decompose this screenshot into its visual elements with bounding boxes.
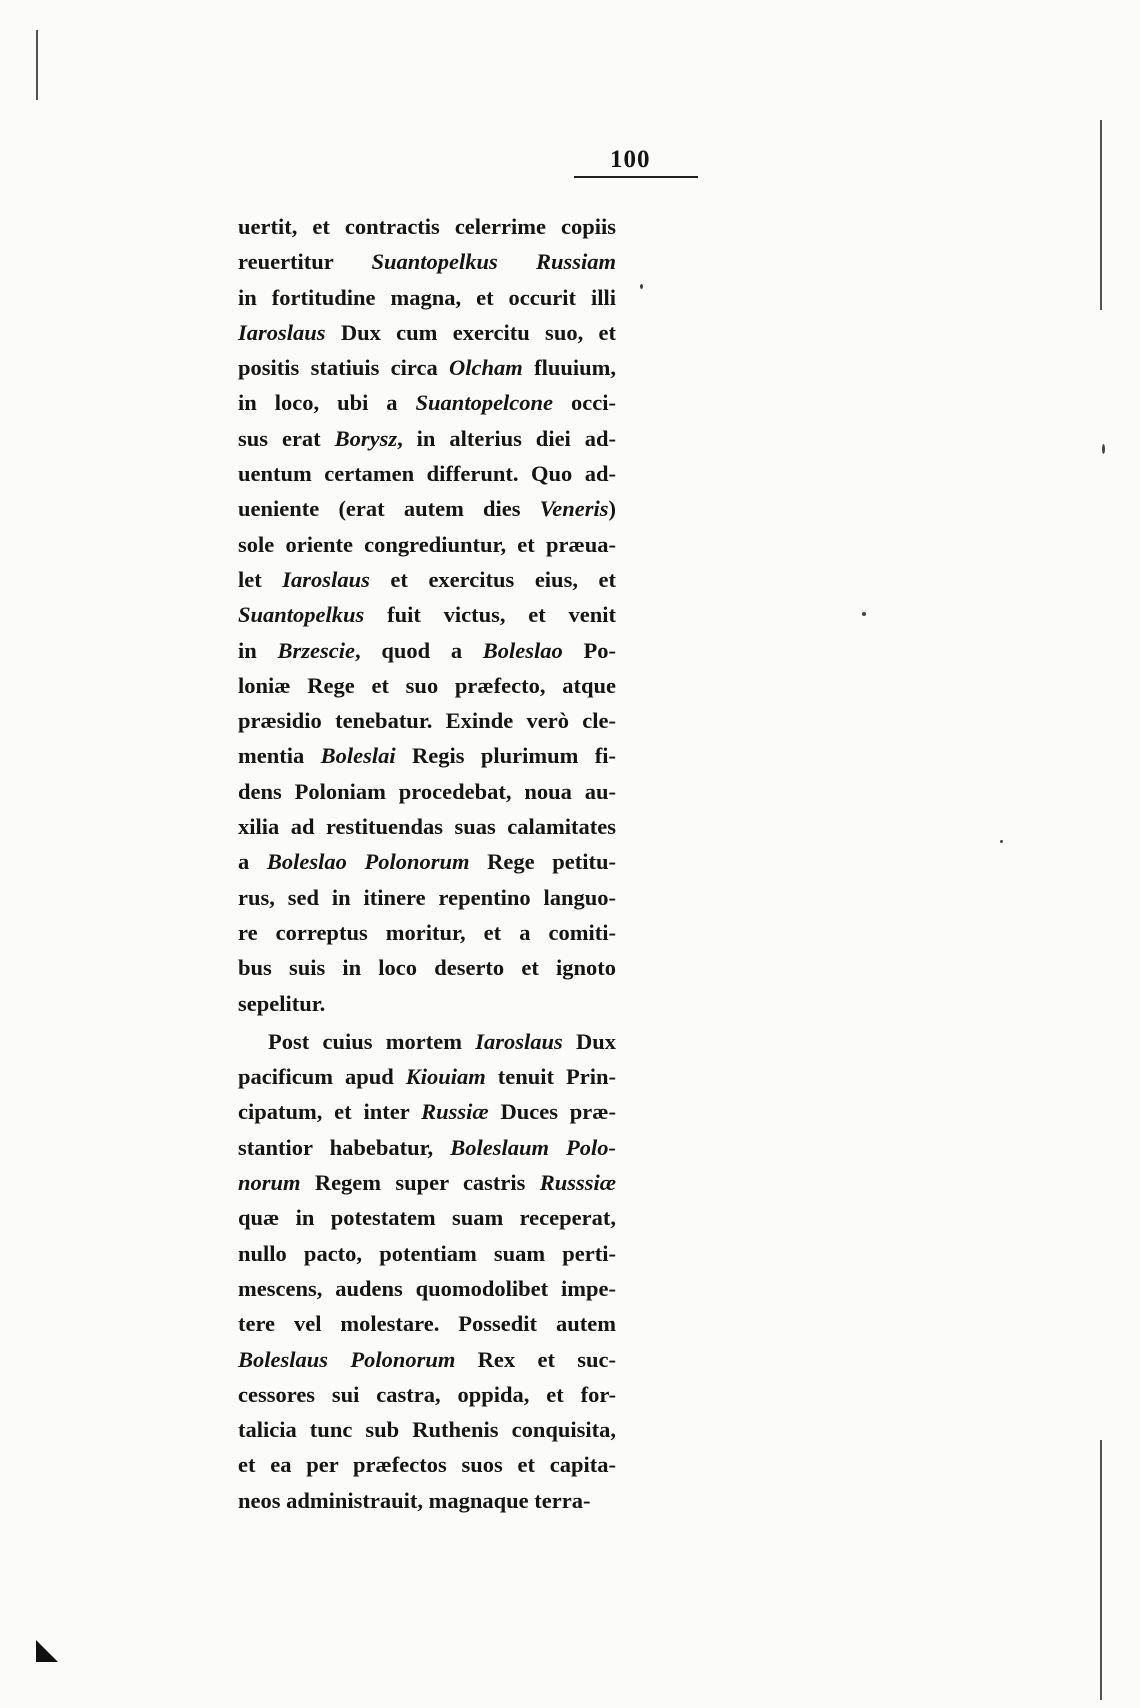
text-segment: neos administrauit, magnaque terra- [238, 1487, 591, 1513]
text-line [238, 1130, 616, 1165]
text-segment: Post cuius mortem [268, 1028, 476, 1054]
right-margin-line [1100, 120, 1102, 310]
text-line [238, 880, 616, 915]
text-segment: uertit, et contractis celerrime copiis [238, 214, 616, 239]
text-line [238, 385, 616, 420]
text-segment: xilia ad restituendas suas calamitates [238, 814, 616, 840]
proper-name: Borysz [334, 425, 398, 451]
scan-speck [1000, 840, 1003, 843]
left-margin-line [36, 30, 38, 100]
text-segment: cessores sui castra, oppida, et for- [238, 1381, 616, 1407]
text-line [238, 1377, 616, 1412]
text-line [238, 280, 616, 315]
text-line [238, 633, 616, 668]
text-line [238, 456, 616, 491]
text-line [238, 703, 616, 738]
corner-mark [36, 1640, 58, 1662]
text-line [238, 1306, 616, 1341]
proper-name: Russiam [535, 249, 616, 275]
text-segment: Rex et suc- [455, 1346, 616, 1372]
text-line [238, 1447, 616, 1482]
text-line [238, 986, 616, 1021]
text-segment: in fortitudine magna, et occurit illi [238, 284, 616, 310]
proper-name: Iaroslaus [475, 1028, 563, 1054]
text-segment: Dux cum exercitu suo, et [325, 319, 616, 345]
proper-name: Suantopelkus [371, 249, 498, 275]
text-line [238, 738, 616, 773]
scan-speck [862, 612, 866, 616]
text-line [238, 915, 616, 950]
text-line [238, 1094, 616, 1129]
text-line [238, 1165, 616, 1200]
text-line [238, 1271, 616, 1306]
text-line [238, 1200, 616, 1235]
text-segment: quæ in potestatem suam receperat, [238, 1205, 616, 1231]
text-segment: ueniente (erat autem dies [238, 496, 540, 522]
proper-name: Boleslao [482, 637, 563, 663]
text-segment: nullo pacto, potentiam suam perti- [238, 1240, 616, 1266]
proper-name: Veneris [539, 496, 609, 522]
text-segment [498, 249, 536, 274]
text-line [238, 1342, 616, 1377]
text-segment: dens Poloniam procedebat, noua au- [238, 778, 616, 804]
text-segment: tere vel molestare. Possedit autem [238, 1311, 616, 1337]
text-segment: ) [608, 496, 616, 522]
text-segment: rus, sed in itinere repentino languo- [238, 884, 616, 910]
text-segment: a [238, 849, 267, 875]
text-line [238, 597, 616, 632]
text-segment: pacificum apud [238, 1064, 406, 1090]
proper-name: norum [238, 1170, 301, 1196]
text-segment: Regis plurimum fi- [395, 743, 616, 769]
text-line [238, 491, 616, 526]
text-segment: loniæ Rege et suo præfecto, atque [238, 672, 616, 698]
text-segment: bus suis in loco deserto et ignoto [238, 955, 616, 981]
body-text [238, 209, 616, 1518]
text-line [238, 350, 616, 385]
text-segment: , in alterius diei ad- [397, 425, 616, 451]
page-number: 100 [610, 146, 651, 173]
text-line [238, 809, 616, 844]
text-line [238, 421, 616, 456]
text-line [238, 1059, 616, 1094]
proper-name: Boleslao Polonorum [266, 849, 470, 875]
text-segment: mentia [238, 743, 321, 769]
text-segment: Dux [562, 1028, 617, 1054]
proper-name: Suantopelcone [415, 390, 554, 416]
proper-name: Iaroslaus [238, 319, 326, 345]
text-segment: præsidio tenebatur. Exinde verò cle- [238, 708, 616, 734]
text-line [238, 527, 616, 562]
text-segment: Po- [562, 637, 616, 663]
text-segment: in loco, ubi a [238, 390, 416, 416]
text-segment: et ea per præfectos suos et capita- [238, 1452, 616, 1478]
text-segment: let [238, 566, 283, 592]
text-segment: fuit victus, et venit [364, 602, 616, 628]
proper-name: Russiæ [421, 1099, 489, 1125]
scan-speck [640, 284, 643, 289]
proper-name: Boleslaum Polo- [450, 1134, 616, 1160]
text-segment: , quod a [354, 637, 483, 663]
text-segment: sole oriente congrediuntur, et præua- [238, 531, 616, 557]
text-line [238, 1412, 616, 1447]
text-segment: sus erat [238, 425, 335, 451]
text-segment: Duces præ- [488, 1099, 617, 1125]
text-segment: Regem super castris [300, 1170, 540, 1196]
text-line [238, 950, 616, 985]
text-segment: sepelitur. [238, 990, 326, 1016]
text-segment: reuertitur [238, 249, 372, 275]
text-line [238, 244, 616, 279]
text-line [238, 844, 616, 879]
scan-speck [1102, 444, 1105, 454]
text-line [238, 774, 616, 809]
proper-name: Suantopelkus [238, 602, 365, 628]
proper-name: Brzescie [277, 637, 355, 663]
text-line [238, 562, 616, 597]
proper-name: Boleslai [320, 743, 396, 769]
text-line [238, 1236, 616, 1271]
text-segment: occi- [553, 390, 616, 416]
text-line [238, 209, 616, 244]
text-line [238, 315, 616, 350]
text-segment: cipatum, et inter [238, 1099, 422, 1125]
text-segment: fluuium, [522, 355, 616, 381]
text-segment: talicia tunc sub Ruthenis conquisita, [238, 1417, 616, 1443]
text-segment: et exercitus eius, et [369, 566, 616, 592]
text-segment: re correptus moritur, et a comiti- [238, 919, 616, 945]
text-segment: Rege petitu- [469, 849, 616, 875]
text-line [238, 668, 616, 703]
text-segment: positis statiuis circa [238, 355, 450, 381]
text-line [238, 1483, 616, 1518]
proper-name: Russsiæ [539, 1170, 616, 1196]
text-segment: in [238, 637, 278, 663]
proper-name: Iaroslaus [282, 566, 370, 592]
text-segment: uentum certamen differunt. Quo ad- [238, 461, 616, 487]
right-margin-line [1100, 1440, 1102, 1700]
text-segment: stantior habebatur, [238, 1134, 451, 1160]
text-line [238, 1024, 616, 1059]
header-rule [574, 176, 698, 178]
proper-name: Olcham [449, 355, 523, 381]
text-segment: mescens, audens quomodolibet impe- [238, 1275, 616, 1301]
proper-name: Kiouiam [405, 1064, 486, 1090]
text-segment: tenuit Prin- [485, 1064, 616, 1090]
proper-name: Boleslaus Polonorum [238, 1346, 456, 1372]
